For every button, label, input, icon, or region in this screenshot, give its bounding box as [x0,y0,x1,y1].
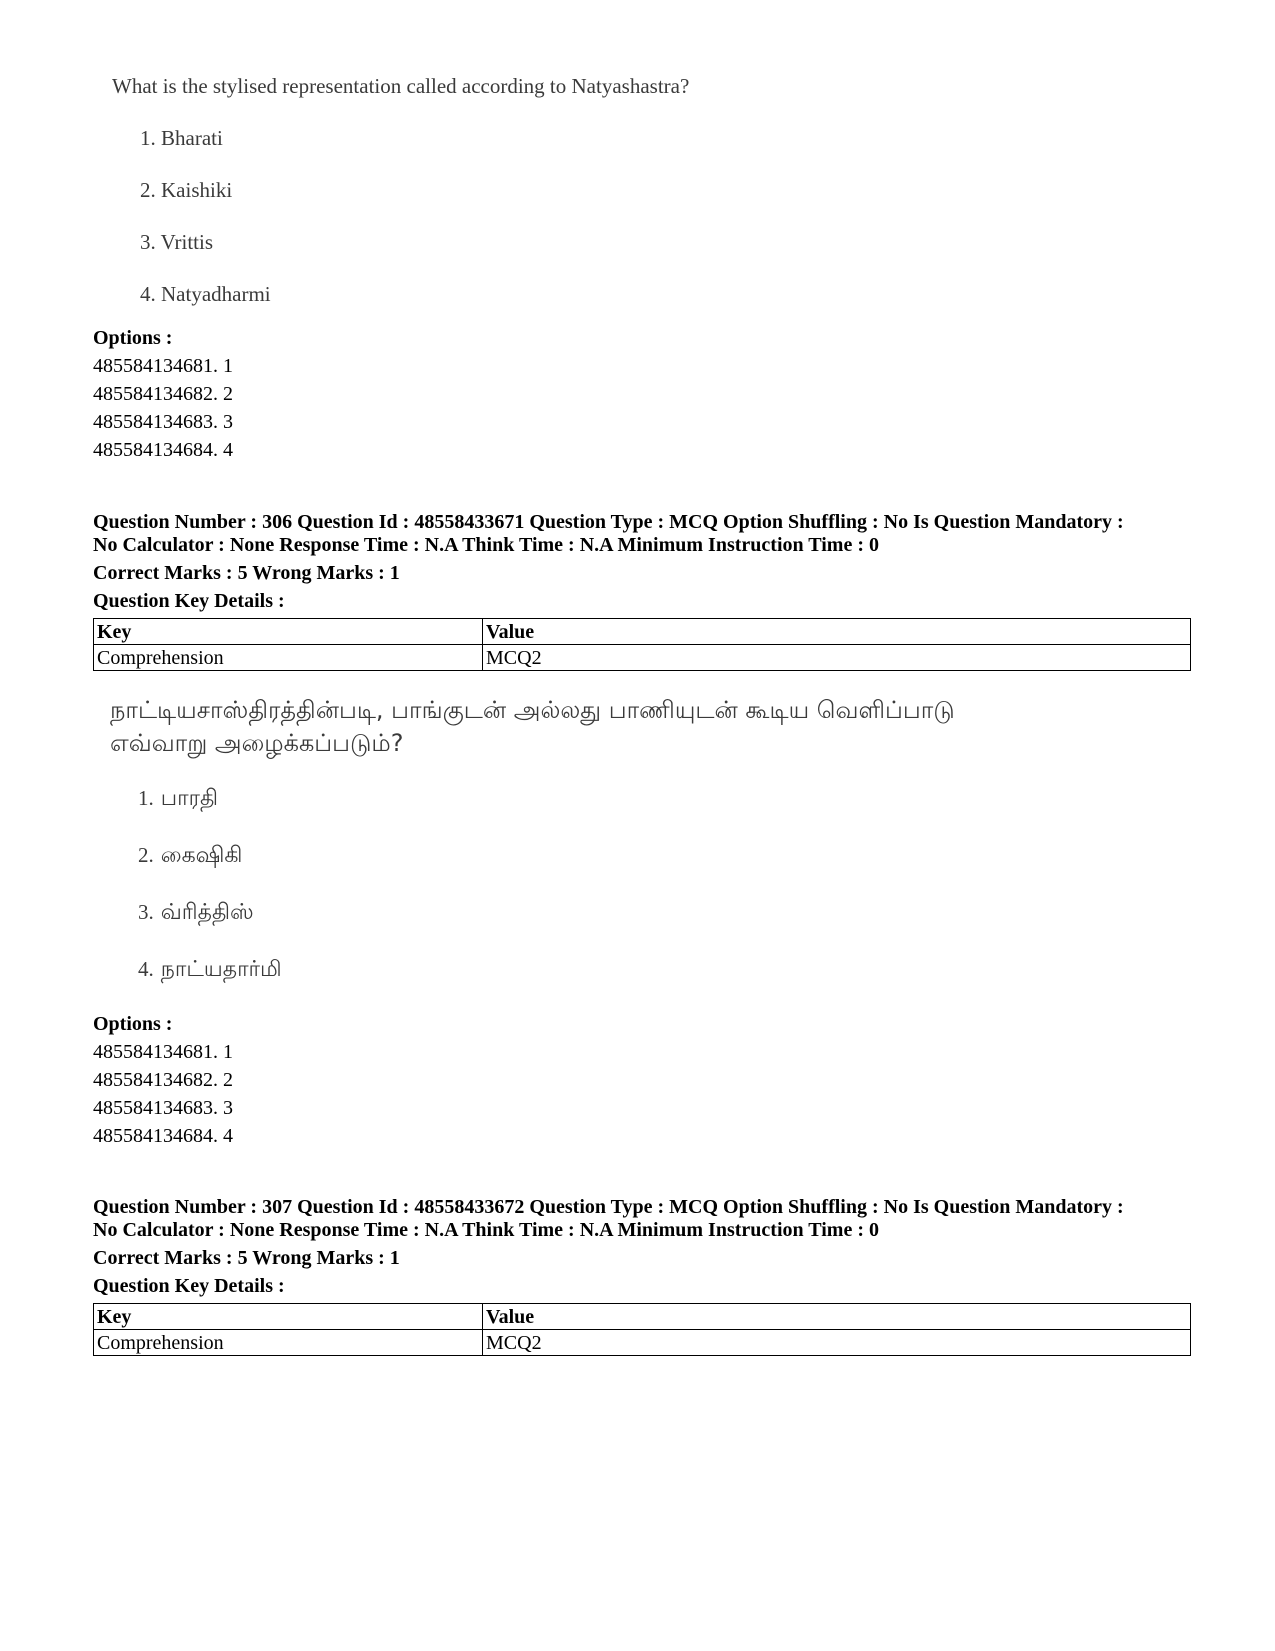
key-details-label: Question Key Details : [93,590,285,612]
choice-text: கைஷிகி [160,843,243,868]
choice-text: பாரதி [160,786,219,811]
choice-1: 1. Bharati [140,126,223,150]
value-header: Value [483,1304,1191,1330]
question-text-tamil-line2: எவ்வாறு அழைக்கப்படும்? [110,729,404,757]
table-header-row [94,1304,1191,1330]
key-details-label: Question Key Details : [93,1275,285,1297]
question-text-english: What is the stylised representation called according to Natyashastra? [112,74,690,98]
choice-1 [138,786,218,814]
table-row [94,1330,1191,1356]
option-row: 485584134684. 4 [93,439,233,461]
choice-text: நாட்யதார்மி [160,957,282,982]
key-header: Key [94,1304,483,1330]
question-meta-line2: No Calculator : None Response Time : N.A Think Time : N.A Minimum Instruction Time : 0 [93,1219,879,1241]
choice-3: 3. Vrittis [140,230,214,254]
option-row: 485584134681. 1 [93,355,233,377]
option-row: 485584134684. 4 [93,1125,233,1147]
question-key-table [93,618,1191,671]
choice-3 [138,900,254,928]
options-label: Options : [93,327,173,349]
choice-4: 4. Natyadharmi [140,282,271,306]
key-cell: Comprehension [94,1330,483,1356]
value-cell: MCQ2 [483,645,1191,671]
key-header: Key [94,619,483,645]
question-key-table [93,1303,1191,1356]
question-meta-line2: No Calculator : None Response Time : N.A Think Time : N.A Minimum Instruction Time : 0 [93,534,879,556]
marks-line: Correct Marks : 5 Wrong Marks : 1 [93,1247,400,1269]
option-row: 485584134683. 3 [93,1097,233,1119]
value-cell: MCQ2 [483,1330,1191,1356]
key-cell: Comprehension [94,645,483,671]
question-meta-line1: Question Number : 307 Question Id : 48558433672 Question Type : MCQ Option Shuffling : No Is Question Mandatory : [93,1196,1124,1218]
choice-4 [138,957,282,985]
table-row [94,645,1191,671]
option-row: 485584134682. 2 [93,383,233,405]
choice-number: 3. [138,900,154,924]
option-row: 485584134682. 2 [93,1069,233,1091]
question-meta-line1: Question Number : 306 Question Id : 48558433671 Question Type : MCQ Option Shuffling : No Is Question Mandatory : [93,511,1124,533]
option-row: 485584134681. 1 [93,1041,233,1063]
choice-2 [138,843,242,871]
choice-number: 4. [138,957,154,981]
choice-2: 2. Kaishiki [140,178,233,202]
table-header-row [94,619,1191,645]
question-text-tamil-line1: நாட்டியசாஸ்திரத்தின்படி, பாங்குடன் அல்லது பாணியுடன் கூடிய வெளிப்பாடு [110,696,955,724]
option-row: 485584134683. 3 [93,411,233,433]
value-header: Value [483,619,1191,645]
choice-number: 2. [138,843,154,867]
choice-text: வ்ரித்திஸ் [160,900,254,925]
choice-number: 1. [138,786,154,810]
options-label: Options : [93,1013,173,1035]
marks-line: Correct Marks : 5 Wrong Marks : 1 [93,562,400,584]
